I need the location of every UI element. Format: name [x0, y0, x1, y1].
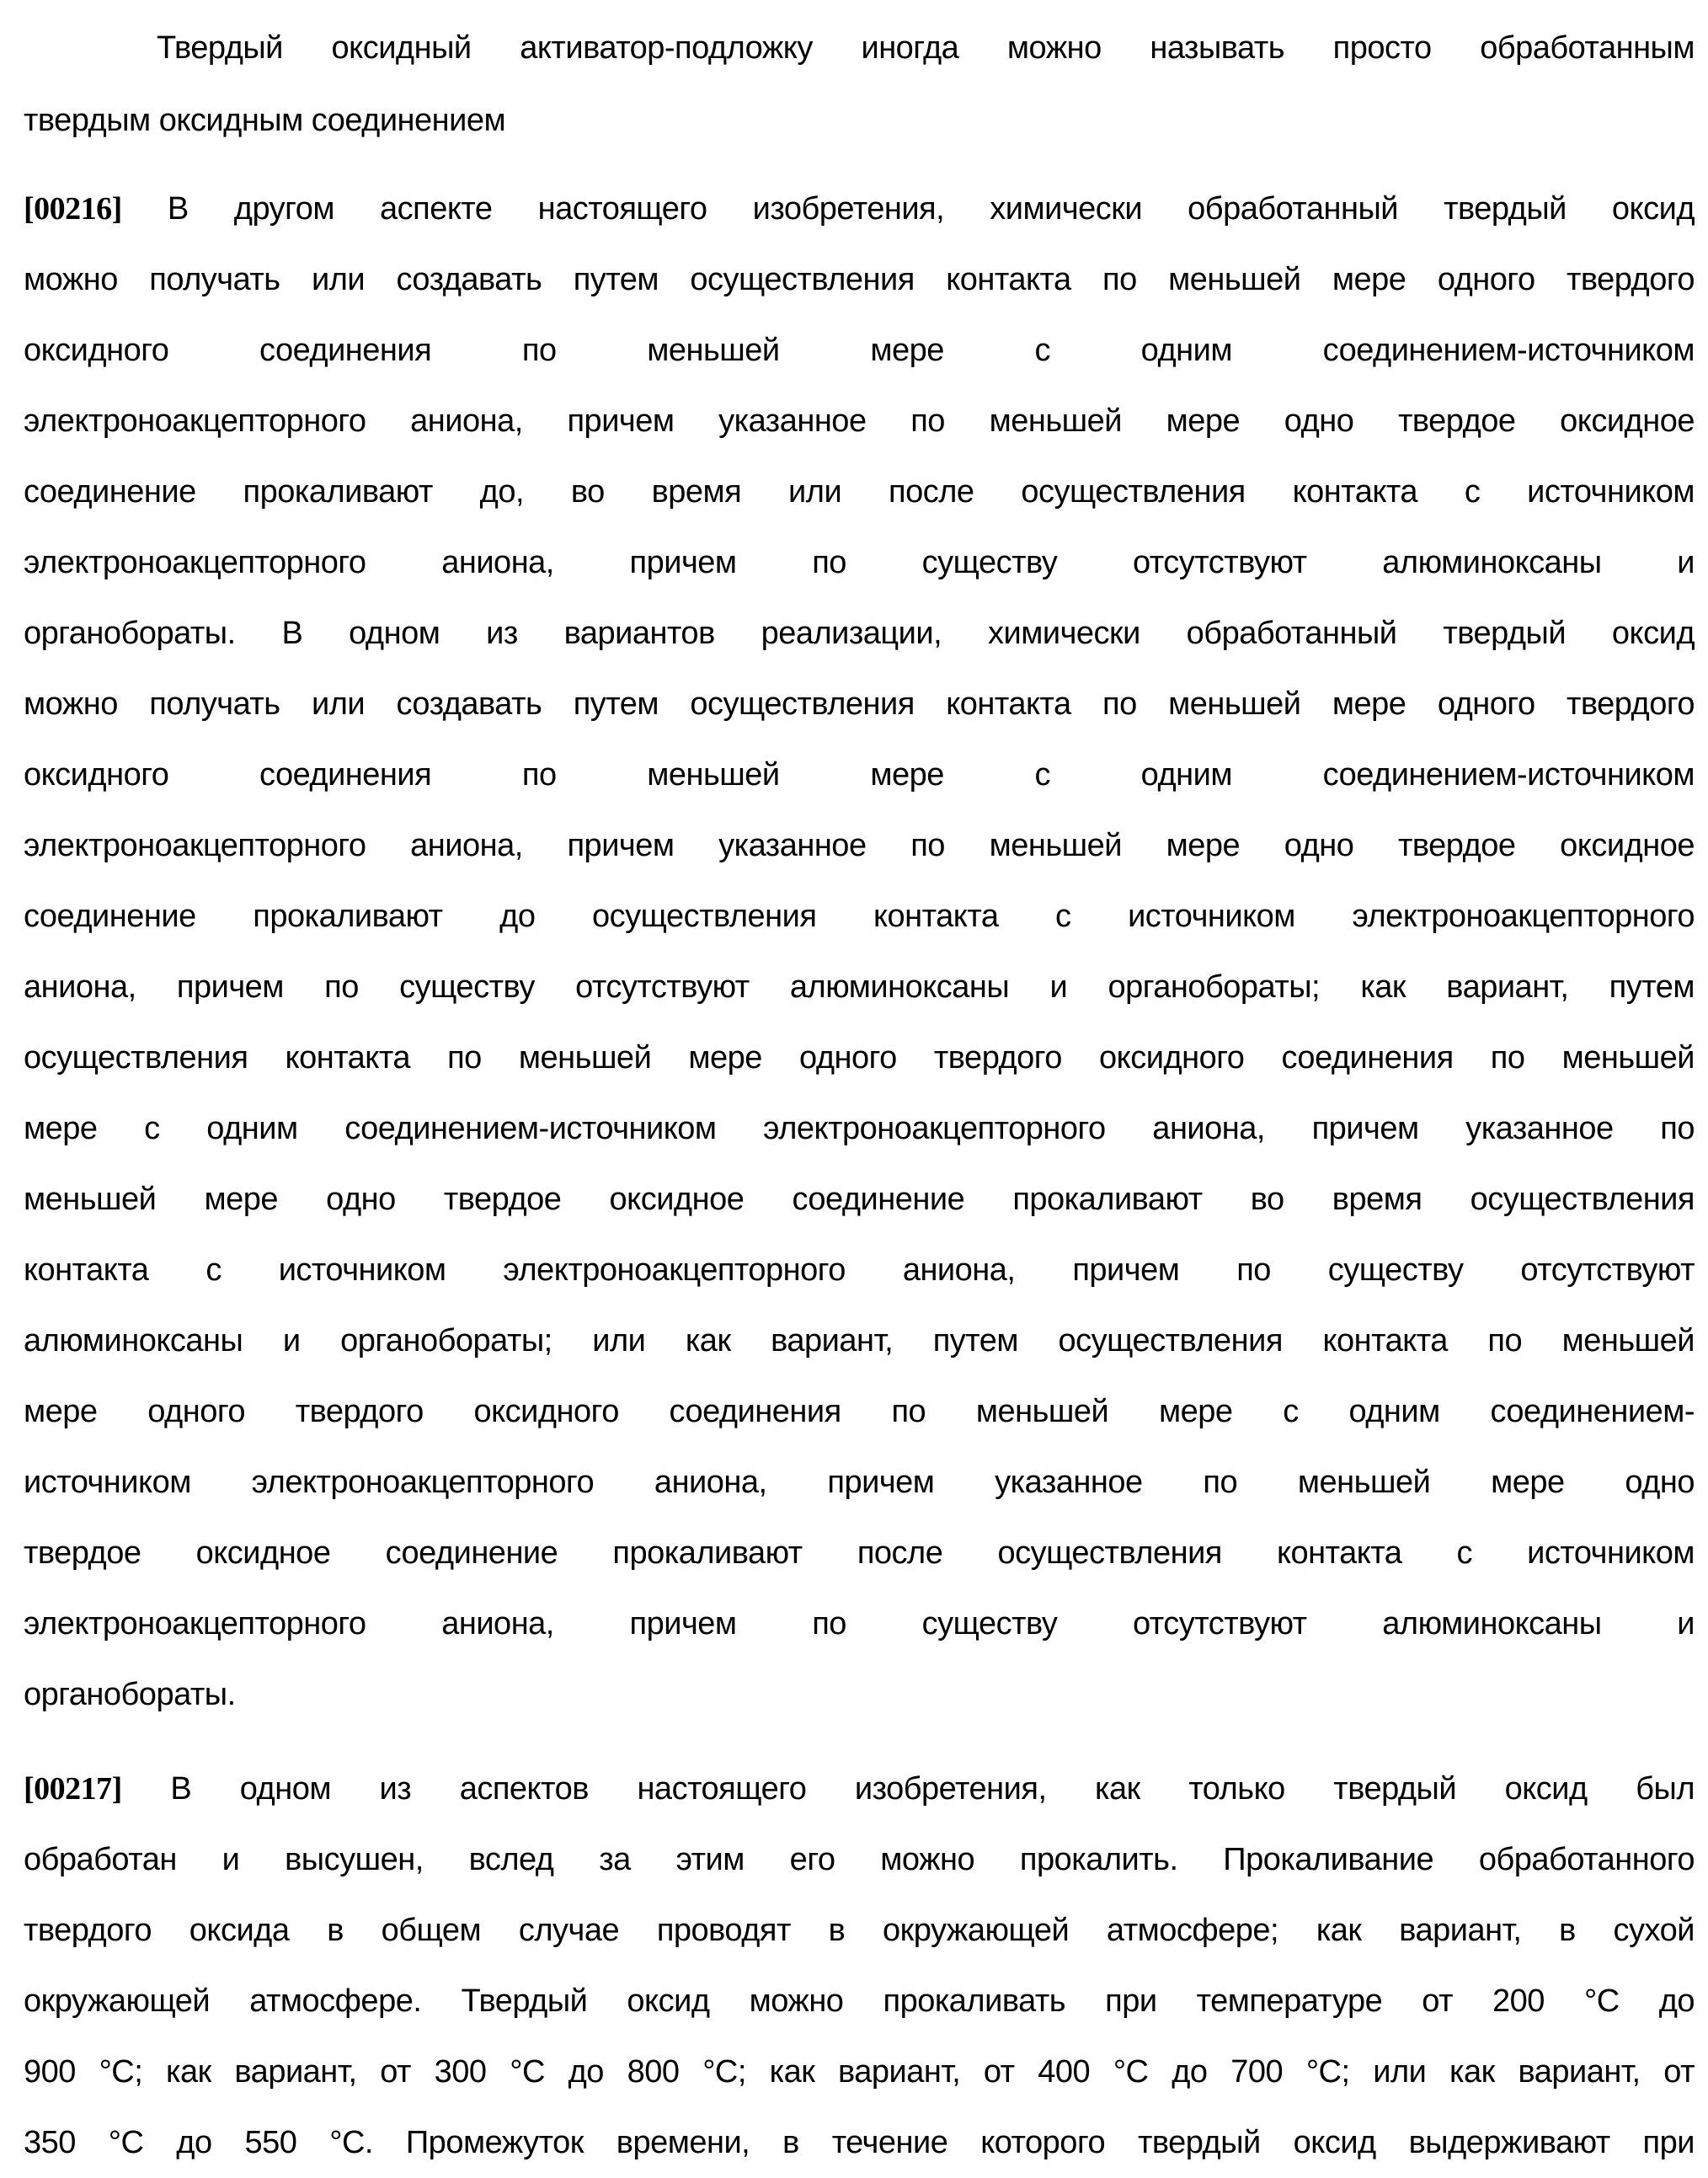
line-text: твердое оксидное соединение прокаливают после осуществления контакта с источником — [24, 1535, 1695, 1571]
text-line — [24, 386, 1695, 456]
line-text: соединение прокаливают до осуществления контакта с источником электроноакцепторного — [24, 899, 1695, 934]
text-line — [24, 1164, 1695, 1235]
text-line — [24, 244, 1695, 315]
line-text: меньшей мере одно твердое оксидное соединение прокаливают во время осуществления — [24, 1182, 1695, 1217]
line-text: можно получать или создавать путем осуществления контакта по меньшей мере одного твердого — [24, 686, 1695, 722]
line-text: контакта с источником электроноакцепторного аниона, причем по существу отсутствуют — [24, 1252, 1695, 1288]
text-line — [24, 12, 1695, 84]
text-line — [24, 1447, 1695, 1518]
text-line — [24, 881, 1695, 952]
line-text: твердым оксидным соединением — [24, 103, 505, 138]
text-line — [24, 1518, 1695, 1588]
paragraph-00216 — [24, 173, 1695, 1730]
paragraph-intro — [24, 12, 1695, 157]
line-text: оксидного соединения по меньшей мере с одним соединением-источником — [24, 333, 1695, 368]
line-text: электроноакцепторного аниона, причем указанное по меньшей мере одно твердое оксидное — [24, 403, 1695, 439]
text-line — [24, 952, 1695, 1022]
line-text: аниона, причем по существу отсутствуют алюминоксаны и органобораты; как вариант, путем — [24, 969, 1695, 1005]
line-text: 900 °C; как вариант, от 300 °C до 800 °C; как вариант, от 400 °C до 700 °C; или как вариант, от — [24, 2054, 1695, 2090]
text-line — [24, 173, 1695, 244]
line-text: мере с одним соединением-источником электроноакцепторного аниона, причем указанное по — [24, 1111, 1695, 1146]
text-line — [24, 810, 1695, 881]
text-line — [24, 1235, 1695, 1305]
line-text: твердого оксида в общем случае проводят в окружающей атмосфере; как вариант, в сухой — [24, 1913, 1695, 1948]
line-text: электроноакцепторного аниона, причем по существу отсутствуют алюминоксаны и — [24, 545, 1695, 580]
text-line — [24, 1305, 1695, 1376]
text-line — [24, 2037, 1695, 2107]
text-line — [24, 1754, 1695, 1824]
line-text: источником электроноакцепторного аниона, причем указанное по меньшей мере одно — [24, 1465, 1695, 1500]
text-line — [24, 1093, 1695, 1164]
line-text: осуществления контакта по меньшей мере одного твердого оксидного соединения по меньшей — [24, 1040, 1695, 1076]
line-text: 350 °C до 550 °C. Промежуток времени, в течение которого твердый оксид выдерживают при — [24, 2125, 1695, 2160]
line-text: электроноакцепторного аниона, причем по существу отсутствуют алюминоксаны и — [24, 1606, 1695, 1642]
text-line — [24, 1659, 1695, 1730]
text-line — [24, 669, 1695, 739]
line-text: мере одного твердого оксидного соединения по меньшей мере с одним соединением- — [24, 1394, 1695, 1429]
text-line — [24, 1022, 1695, 1093]
line-text: обработан и высушен, вслед за этим его можно прокалить. Прокаливание обработанного — [24, 1842, 1695, 1877]
text-line — [24, 2107, 1695, 2178]
line-text: Твердый оксидный активатор-подложку иногда можно называть просто обработанным — [157, 30, 1695, 66]
line-text: можно получать или создавать путем осуществления контакта по меньшей мере одного твердого — [24, 262, 1695, 297]
paragraph-00217 — [24, 1754, 1695, 2178]
paragraph-number: [00216] — [24, 191, 122, 227]
text-line — [24, 1966, 1695, 2037]
text-line — [24, 456, 1695, 527]
line-text: органобораты. В одном из вариантов реализации, химически обработанный твердый оксид — [24, 616, 1695, 651]
paragraph-number: [00217] — [24, 1771, 122, 1807]
line-text: В одном из аспектов настоящего изобретения, как только твердый оксид был — [170, 1771, 1695, 1807]
line-text: алюминоксаны и органобораты; или как вариант, путем осуществления контакта по меньшей — [24, 1323, 1695, 1359]
text-line — [24, 1376, 1695, 1447]
line-text: оксидного соединения по меньшей мере с одним соединением-источником — [24, 757, 1695, 793]
text-line — [24, 84, 1695, 157]
line-text: соединение прокаливают до, во время или после осуществления контакта с источником — [24, 474, 1695, 510]
text-line — [24, 598, 1695, 669]
line-text: В другом аспекте настоящего изобретения, химически обработанный твердый оксид — [168, 191, 1695, 227]
text-line — [24, 1588, 1695, 1659]
text-line — [24, 1895, 1695, 1966]
text-line — [24, 1824, 1695, 1895]
line-text: электроноакцепторного аниона, причем указанное по меньшей мере одно твердое оксидное — [24, 828, 1695, 863]
line-text: органобораты. — [24, 1677, 236, 1712]
text-line — [24, 739, 1695, 810]
text-line — [24, 527, 1695, 598]
text-line — [24, 315, 1695, 386]
line-text: окружающей атмосфере. Твердый оксид можно прокаливать при температуре от 200 °C до — [24, 1983, 1695, 2019]
